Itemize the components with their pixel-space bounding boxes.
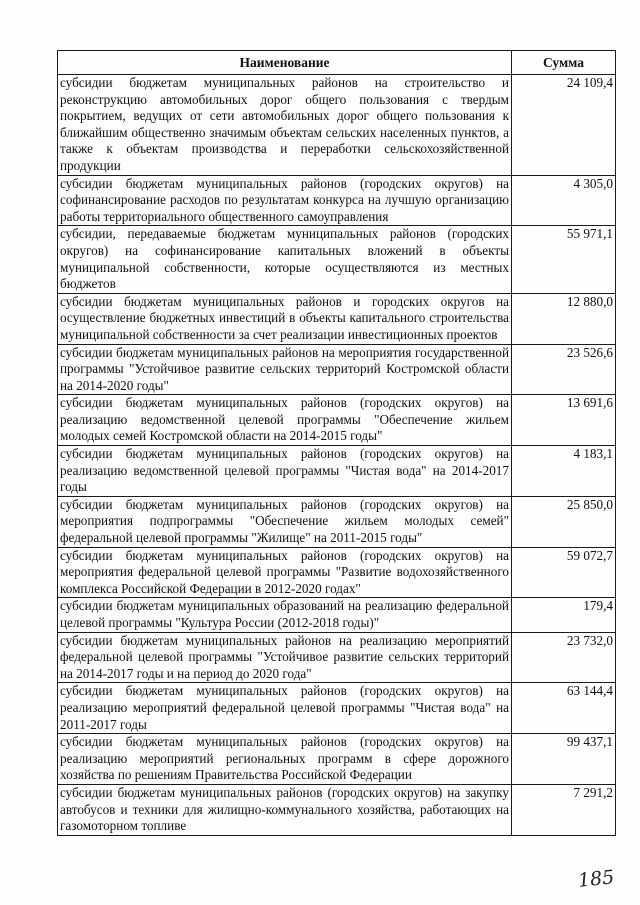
- row-sum-cell: 4 183,1: [512, 446, 616, 497]
- row-sum-cell: 23 732,0: [512, 632, 616, 683]
- row-name-cell: субсидии бюджетам муниципальных районов (городских округов) на реализацию ведомственной целевой программы "Обеспечение жильем молодых семей Костромской области на 2014-2015 годы": [58, 395, 512, 446]
- row-sum-cell: 59 072,7: [512, 547, 616, 598]
- table-row: [58, 395, 616, 446]
- row-name-cell: субсидии, передаваемые бюджетам муниципальных районов (городских округов) на софинансирование капитальных вложений в объекты муниципальной собственности, которые осуществляются из местных бюджетов: [58, 226, 512, 293]
- row-name-cell: субсидии бюджетам муниципальных районов и городских округов на осуществление бюджетных инвестиций в объекты капитального строительства муниципальной собственности за счет реализации инвестиционных проектов: [58, 293, 512, 344]
- row-sum-cell: 12 880,0: [512, 293, 616, 344]
- row-name-cell: субсидии бюджетам муниципальных районов на строительство и реконструкцию автомобильных дорог общего пользования с твердым покрытием, ведущих от сети автомобильных дорог общего пользования к ближайшим общественно значимым объектам сельских населенных пунктов, а также к объектам производства и переработки сельскохозяйственной продукции: [58, 75, 512, 176]
- header-sum: Сумма: [512, 51, 616, 75]
- table-body: [58, 75, 616, 836]
- table-row: [58, 75, 616, 176]
- row-name-cell: субсидии бюджетам муниципальных районов (городских округов) на реализацию мероприятий региональных программ в сфере дорожного хозяйства по решениям Правительства Российской Федерации: [58, 734, 512, 785]
- row-name-cell: субсидии бюджетам муниципальных районов на реализацию мероприятий федеральной целевой программы "Устойчивое развитие сельских территорий на 2014-2017 годы и на период до 2020 года": [58, 632, 512, 683]
- table-row: [58, 293, 616, 344]
- row-sum-cell: 55 971,1: [512, 226, 616, 293]
- table-row: [58, 547, 616, 598]
- row-sum-cell: 7 291,2: [512, 784, 616, 835]
- page-number: 185: [576, 866, 616, 892]
- table-header-row: [58, 51, 616, 75]
- table-row: [58, 344, 616, 395]
- row-sum-cell: 25 850,0: [512, 496, 616, 547]
- row-sum-cell: 23 526,6: [512, 344, 616, 395]
- row-sum-cell: 179,4: [512, 598, 616, 632]
- table-row: [58, 632, 616, 683]
- row-name-cell: субсидии бюджетам муниципальных районов (городских округов) на софинансирование расходов по результатам конкурса на лучшую организацию работы территориального общественного самоуправления: [58, 175, 512, 226]
- row-name-cell: субсидии бюджетам муниципальных районов (городских округов) на закупку автобусов и техники для жилищно-коммунального хозяйства, работающих на газомоторном топливе: [58, 784, 512, 835]
- row-name-cell: субсидии бюджетам муниципальных районов на мероприятия государственной программы "Устойчивое развитие сельских территорий Костромской области на 2014-2020 годы": [58, 344, 512, 395]
- row-name-cell: субсидии бюджетам муниципальных образований на реализацию федеральной целевой программы "Культура России (2012-2018 годы)": [58, 598, 512, 632]
- row-sum-cell: 99 437,1: [512, 734, 616, 785]
- row-sum-cell: 4 305,0: [512, 175, 616, 226]
- row-name-cell: субсидии бюджетам муниципальных районов (городских округов) на реализацию мероприятий федеральной целевой программы "Чистая вода" на 2011-2017 годы: [58, 683, 512, 734]
- row-sum-cell: 24 109,4: [512, 75, 616, 176]
- table-row: [58, 683, 616, 734]
- header-name: Наименование: [58, 51, 512, 75]
- row-name-cell: субсидии бюджетам муниципальных районов (городских округов) на реализацию ведомственной целевой программы "Чистая вода" на 2014-2017 годы: [58, 446, 512, 497]
- table-row: [58, 175, 616, 226]
- row-name-cell: субсидии бюджетам муниципальных районов (городских округов) на мероприятия подпрограммы "Обеспечение жильем молодых семей" федеральной целевой программы "Жилище" на 2011-2015 годы": [58, 496, 512, 547]
- row-sum-cell: 13 691,6: [512, 395, 616, 446]
- subsidies-table: [57, 50, 616, 836]
- table-row: [58, 226, 616, 293]
- table-row: [58, 598, 616, 632]
- table-row: [58, 734, 616, 785]
- table-row: [58, 784, 616, 835]
- row-sum-cell: 63 144,4: [512, 683, 616, 734]
- table-row: [58, 496, 616, 547]
- table-row: [58, 446, 616, 497]
- row-name-cell: субсидии бюджетам муниципальных районов (городских округов) на мероприятия федеральной целевой программы "Развитие водохозяйственного комплекса Российской Федерации в 2012-2020 годах": [58, 547, 512, 598]
